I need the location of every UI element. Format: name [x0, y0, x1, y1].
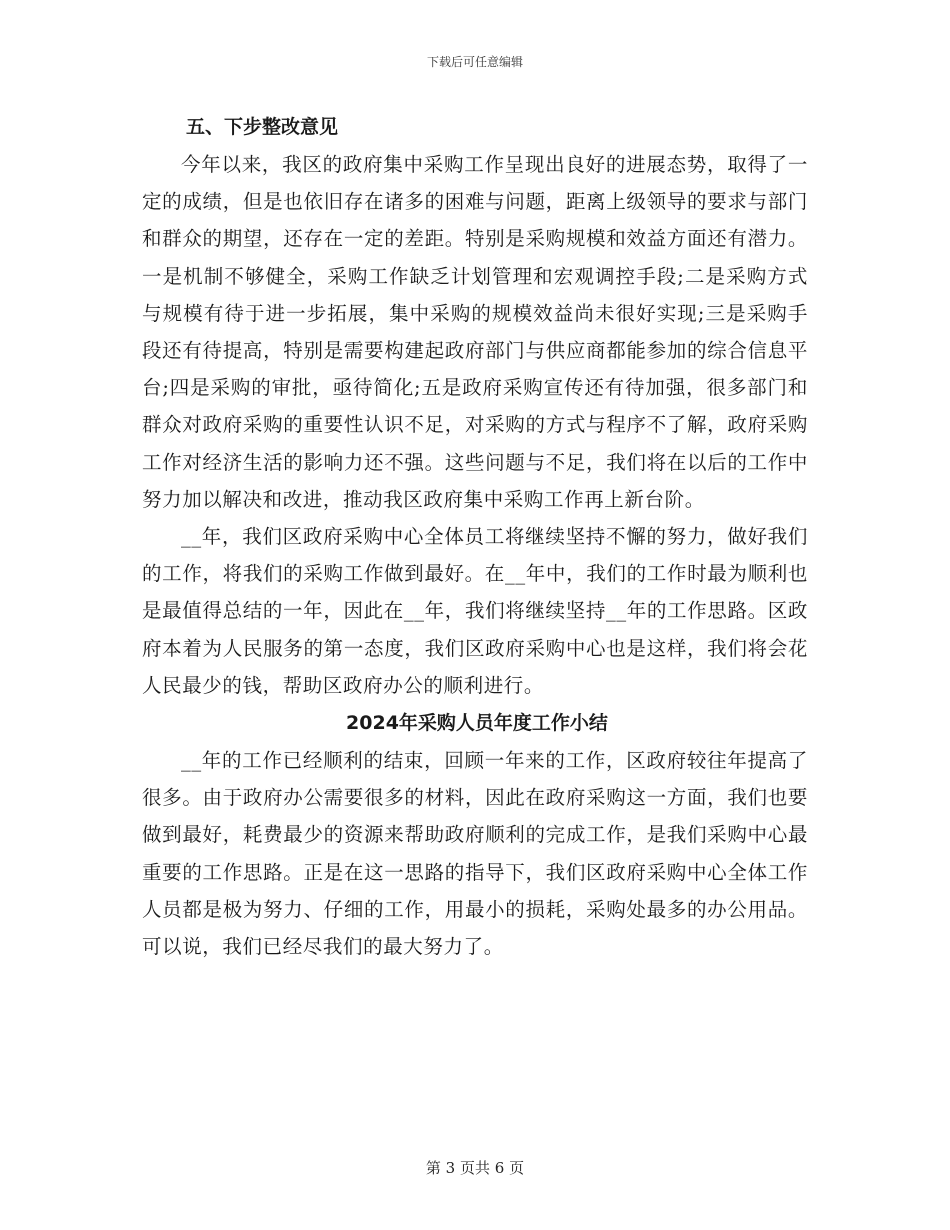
paragraph-next-year-plan: __年，我们区政府采购中心全体员工将继续坚持不懈的努力，做好我们的工作，将我们的采购工作做到最好。在__年中，我们的工作时最为顺利也是最值得总结的一年，因此在__年，我们将继续坚持__年的工作思路。区政府本着为人民服务的第一态度，我们区政府采购中心也是这样，我们将会花人民最少的钱，帮助区政府办公的顺利进行。 [142, 525, 808, 697]
document-body [142, 108, 808, 965]
page-number: 第 3 页共 6 页 [425, 1159, 525, 1177]
paragraph-rectification-problems: 今年以来，我区的政府集中采购工作呈现出良好的进展态势，取得了一定的成绩，但是也依旧存在诸多的困难与问题，距离上级领导的要求与部门和群众的期望，还存在一定的差距。特别是采购规模和效益方面还有潜力。一是机制不够健全，采购工作缺乏计划管理和宏观调控手段;二是采购方式与规模有待于进一步拓展，集中采购的规模效益尚未很好实现;三是采购手段还有待提高，特别是需要构建起政府部门与供应商都能参加的综合信息平台;四是采购的审批，亟待简化;五是政府采购宣传还有待加强，很多部门和群众对政府采购的重要性认识不足，对采购的方式与程序不了解，政府采购工作对经济生活的影响力还不强。这些问题与不足，我们将在以后的工作中努力加以解决和改进，推动我区政府集中采购工作再上新台阶。 [142, 153, 808, 511]
paragraph-annual-summary: __年的工作已经顺利的结束，回顾一年来的工作，区政府较往年提高了很多。由于政府办公需要很多的材料，因此在政府采购这一方面，我们也要做到最好，耗费最少的资源来帮助政府顺利的完成工作，是我们采购中心最重要的工作思路。正是在这一思路的指导下，我们区政府采购中心全体工作人员都是极为努力、仔细的工作，用最小的损耗，采购处最多的办公用品。可以说，我们已经尽我们的最大努力了。 [142, 749, 808, 959]
download-edit-note: 下载后可任意编辑 [426, 55, 523, 69]
article-title: 2024年采购人员年度工作小结 [346, 712, 608, 735]
section-heading: 五、下步整改意见 [186, 116, 339, 138]
